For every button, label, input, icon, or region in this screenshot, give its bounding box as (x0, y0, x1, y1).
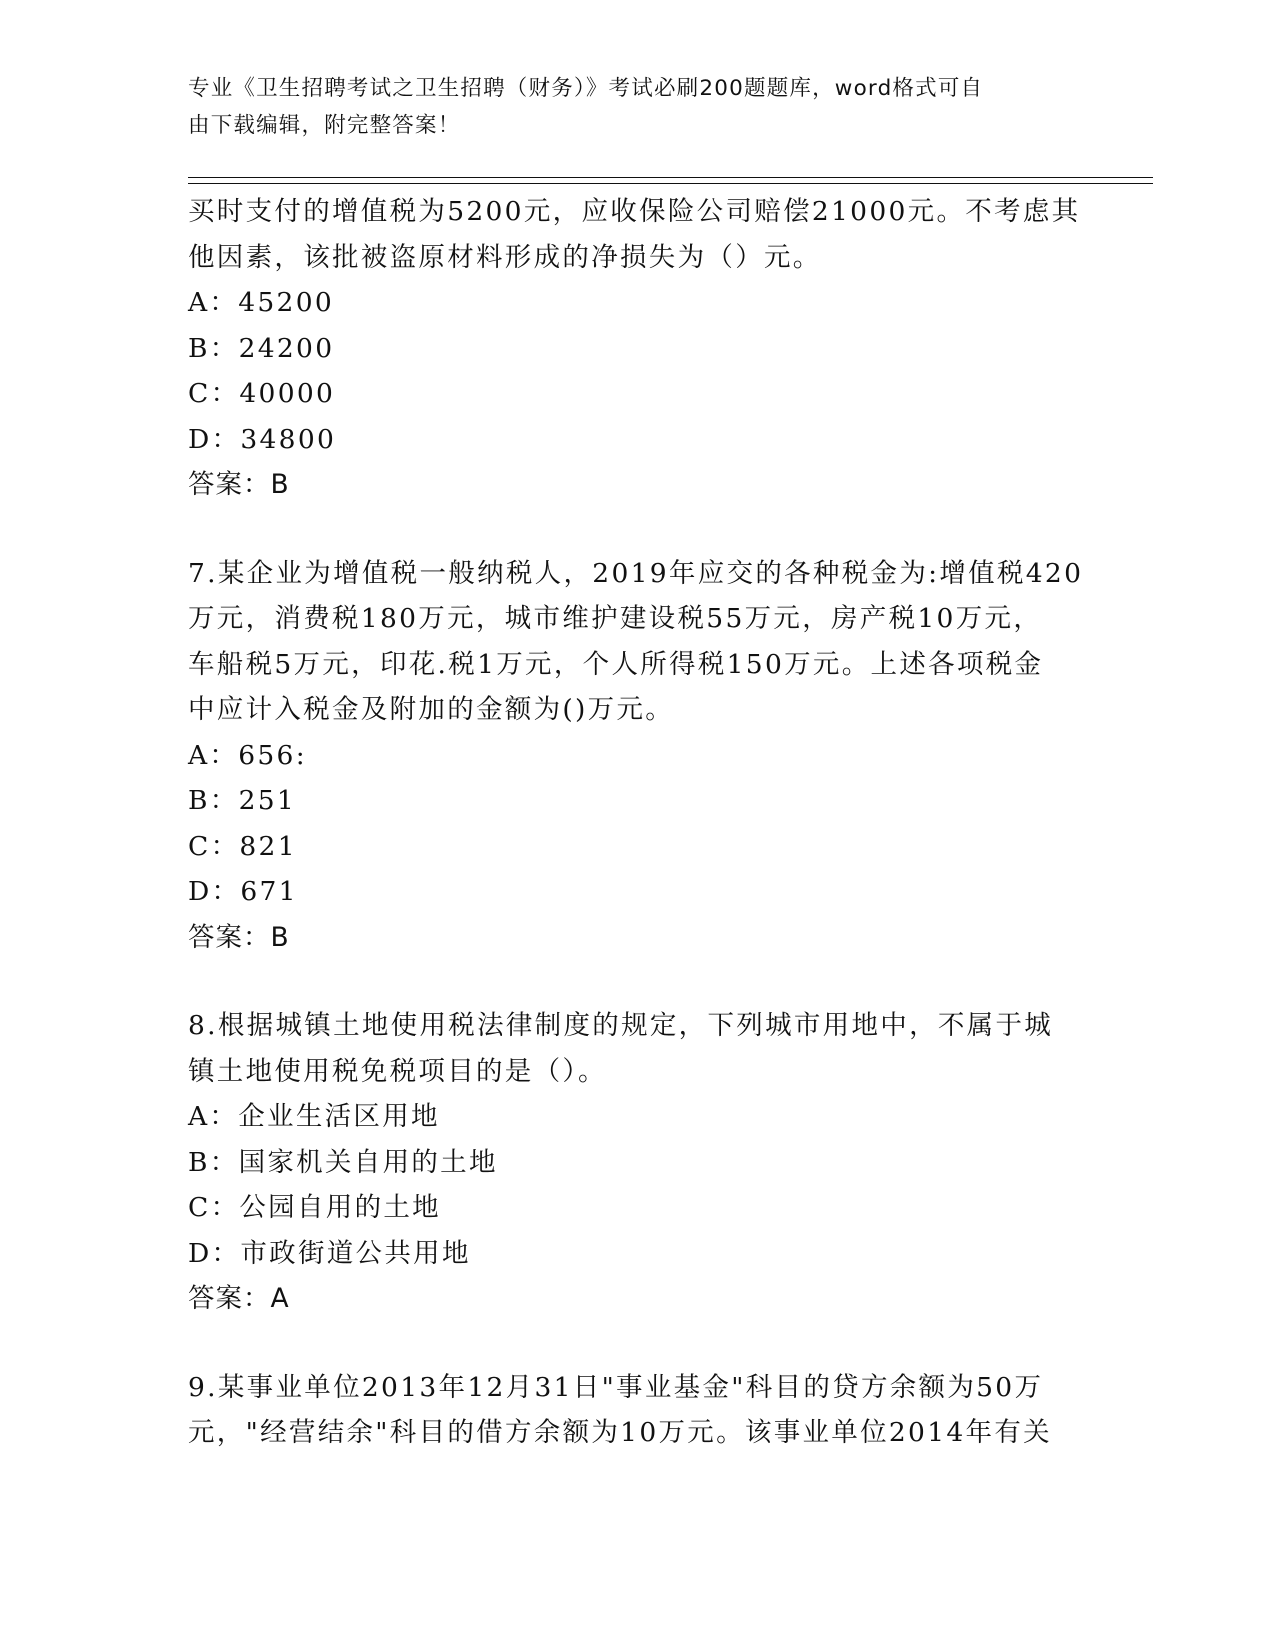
header-divider-bottom (188, 183, 1153, 184)
question-text-line: 他因素，该批被盗原材料形成的净损失为（）元。 (188, 241, 822, 273)
document-header (188, 70, 1068, 144)
question-text-line: 买时支付的增值税为5200元，应收保险公司赔偿21000元。不考虑其 (188, 196, 1081, 227)
option-d: D：34800 (188, 423, 337, 455)
option-b: B：国家机关自用的土地 (188, 1146, 498, 1178)
option-c: C：40000 (188, 378, 336, 409)
answer: 答案：B (188, 921, 290, 953)
question-text-line: 元，"经营结余"科目的借方余额为10万元。该事业单位2014年有关 (188, 1417, 1052, 1448)
option-d: D：671 (188, 876, 298, 907)
option-c: C：公园自用的土地 (188, 1192, 441, 1223)
question-text-line: 中应计入税金及附加的金额为()万元。 (188, 694, 675, 725)
option-b: B：251 (188, 785, 297, 816)
option-c: C：821 (188, 830, 297, 862)
header-line-2: 由下载编辑，附完整答案！ (188, 113, 461, 138)
header-divider-top (188, 177, 1153, 178)
header-line-1: 专业《卫生招聘考试之卫生招聘（财务）》考试必刷200题题库，word格式可自 (188, 76, 984, 101)
option-a: A：45200 (188, 287, 335, 318)
answer: 答案：B (188, 469, 290, 500)
question-9 (188, 1365, 1088, 1456)
question-text-line: 9.某事业单位2013年12月31日"事业基金"科目的贷方余额为50万 (188, 1371, 1044, 1403)
option-a: A：656: (188, 739, 307, 771)
option-d: D：市政街道公共用地 (188, 1237, 471, 1269)
question-8 (188, 1003, 1088, 1322)
question-text-line: 镇土地使用税免税项目的是（）。 (188, 1055, 607, 1087)
answer: 答案：A (188, 1283, 290, 1314)
document-body (188, 189, 1088, 1456)
option-b: B：24200 (188, 332, 335, 364)
question-text-line: 7.某企业为增值税一般纳税人，2019年应交的各种税金为:增值税420 (188, 557, 1084, 589)
question-text-line: 万元，消费税180万元，城市维护建设税55万元，房产税10万元， (188, 603, 1043, 634)
question-6-fragment (188, 189, 1088, 508)
option-a: A：企业生活区用地 (188, 1101, 440, 1132)
question-text-line: 车船税5万元，印花.税1万元，个人所得税150万元。上述各项税金 (188, 648, 1044, 680)
question-text-line: 8.根据城镇土地使用税法律制度的规定，下列城市用地中，不属于城 (188, 1010, 1054, 1041)
question-7 (188, 551, 1088, 961)
